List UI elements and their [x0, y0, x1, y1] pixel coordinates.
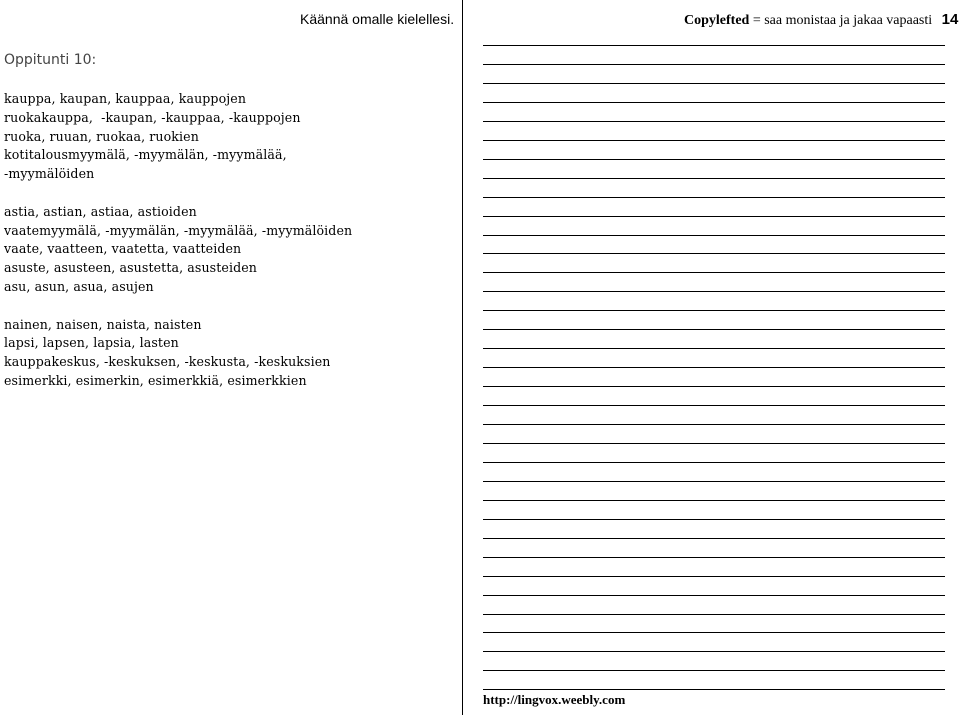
- writing-line: [483, 45, 945, 46]
- vocab-line: astia, astian, astiaa, astioiden: [4, 203, 197, 219]
- writing-line: [483, 253, 945, 254]
- copyleft-text: = saa monistaa ja jakaa vapaasti: [752, 13, 933, 28]
- copyleft-label: Copylefted: [684, 13, 750, 28]
- vocab-line: kauppa, kaupan, kauppaa, kauppojen: [4, 91, 247, 106]
- writing-line: [483, 576, 945, 577]
- vocab-line: vaate, vaatteen, vaatetta, vaatteiden: [4, 241, 242, 257]
- writing-line: [483, 64, 945, 65]
- writing-area[interactable]: [483, 0, 945, 715]
- writing-line: [483, 424, 945, 425]
- writing-line: [483, 632, 945, 633]
- page-divider: [462, 0, 463, 715]
- writing-line: [483, 538, 945, 539]
- writing-line: [483, 386, 945, 387]
- writing-line: [483, 291, 945, 292]
- vocab-group: [4, 90, 444, 184]
- writing-line: [483, 614, 945, 615]
- vocab-group: [4, 203, 444, 297]
- instruction-text: Käännä omalle kielellesi.: [300, 11, 455, 27]
- writing-line: [483, 481, 945, 482]
- writing-line: [483, 197, 945, 198]
- writing-line: [483, 670, 945, 671]
- footer-url: http://lingvox.weebly.com: [483, 692, 626, 707]
- writing-line: [483, 235, 945, 236]
- vocab-line: lapsi, lapsen, lapsia, lasten: [4, 335, 179, 351]
- writing-line: [483, 83, 945, 84]
- writing-line: [483, 405, 945, 406]
- page-number: 14: [941, 11, 959, 28]
- writing-line: [483, 178, 945, 179]
- writing-line: [483, 348, 945, 349]
- vocab-line: kauppakeskus, -keskuksen, -keskusta, -keskuksien: [4, 354, 331, 370]
- vocab-line: asu, asun, asua, asujen: [4, 278, 154, 294]
- writing-line: [483, 689, 945, 690]
- vocab-line: ruoka, ruuan, ruokaa, ruokien: [4, 128, 199, 144]
- vocab-line: esimerkki, esimerkin, esimerkkiä, esimerkkien: [4, 372, 307, 388]
- writing-line: [483, 102, 945, 103]
- writing-line: [483, 519, 945, 520]
- writing-line: [483, 272, 945, 273]
- vocab-line: -myymälöiden: [4, 166, 95, 182]
- writing-line: [483, 443, 945, 444]
- vocab-group: [4, 316, 444, 391]
- writing-line: [483, 159, 945, 160]
- writing-line: [483, 367, 945, 368]
- vocab-line: vaatemyymälä, -myymälän, -myymälää, -myymälöiden: [4, 222, 353, 238]
- writing-line: [483, 557, 945, 558]
- vocab-line: kotitalousmyymälä, -myymälän, -myymälää,: [4, 147, 287, 163]
- lesson-title: Oppitunti 10:: [4, 52, 97, 68]
- writing-line: [483, 462, 945, 463]
- vocabulary-list: [4, 90, 444, 391]
- vocab-line: ruokakauppa, -kaupan, -kauppaa, -kauppojen: [4, 109, 301, 125]
- writing-line: [483, 595, 945, 596]
- writing-line: [483, 651, 945, 652]
- vocab-line: nainen, naisen, naista, naisten: [4, 316, 202, 332]
- writing-line: [483, 140, 945, 141]
- writing-line: [483, 121, 945, 122]
- vocab-line: asuste, asusteen, asustetta, asusteiden: [4, 260, 258, 276]
- writing-line: [483, 310, 945, 311]
- writing-line: [483, 216, 945, 217]
- writing-line: [483, 500, 945, 501]
- writing-line: [483, 329, 945, 330]
